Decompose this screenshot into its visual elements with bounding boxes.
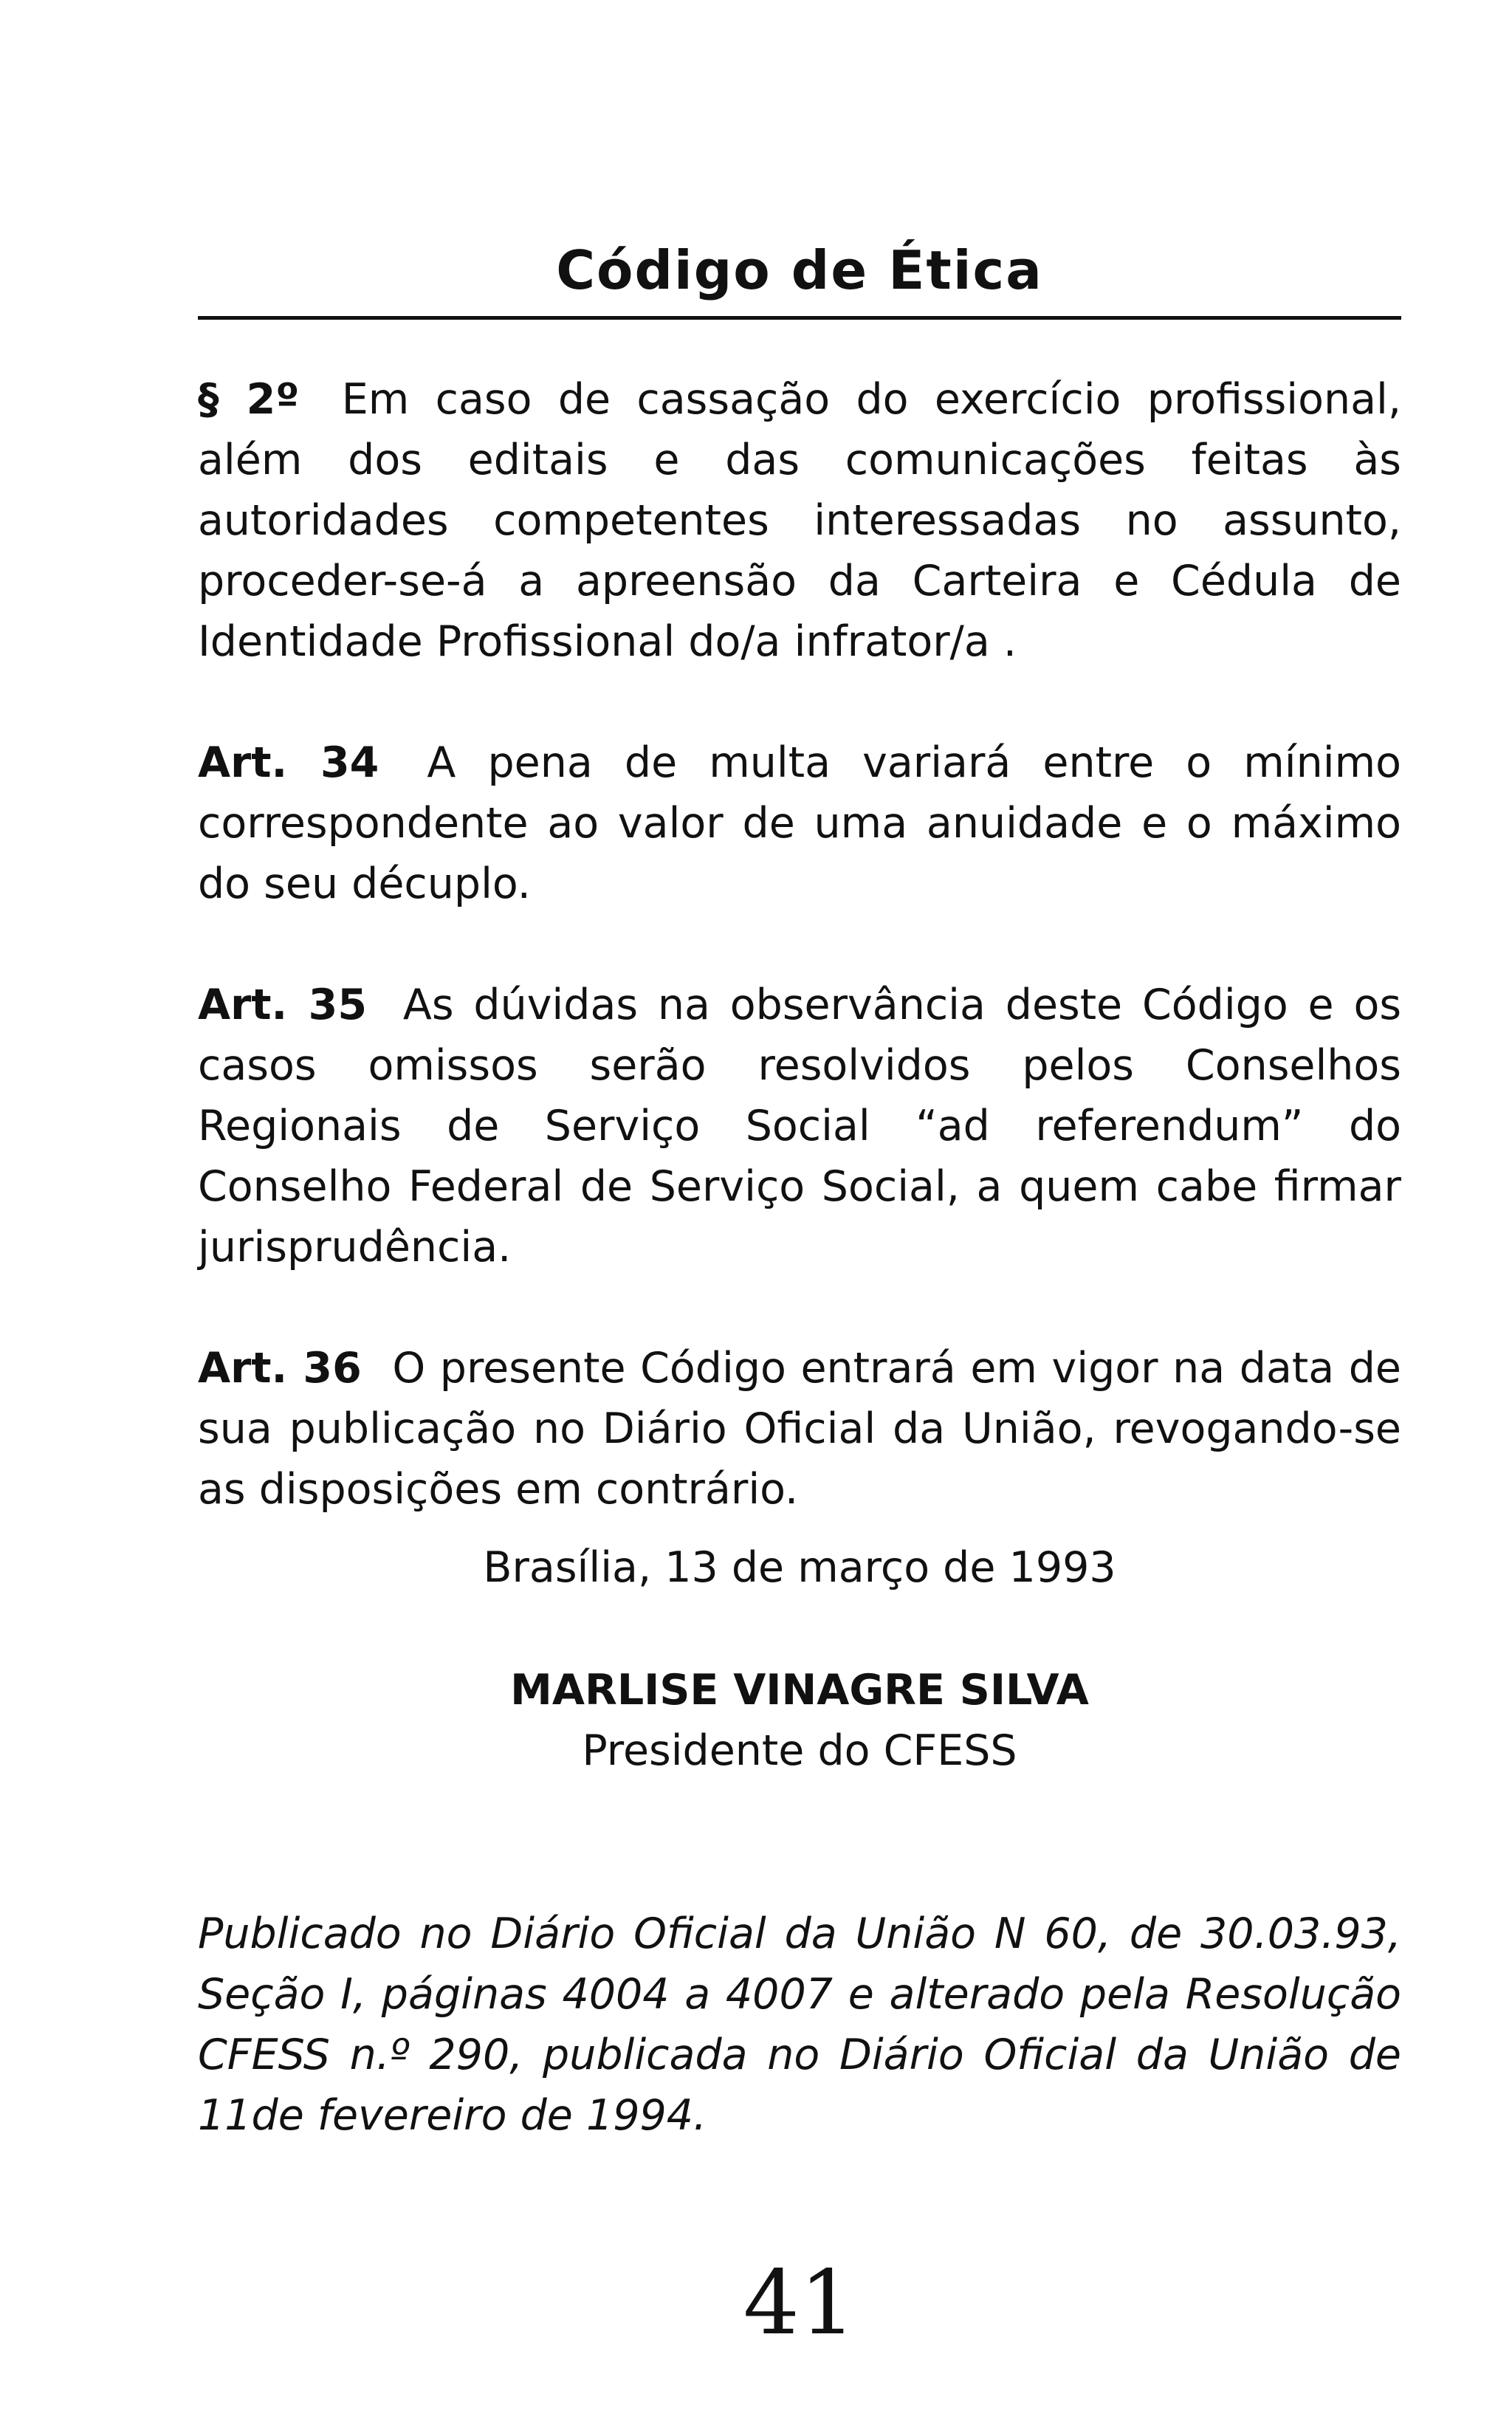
paragraph-lead: § 2º — [198, 375, 300, 424]
document-page — [198, 0, 1401, 2433]
signer-role: Presidente do CFESS — [582, 1726, 1017, 1775]
paragraph-text: As dúvidas na observância deste Código e os casos omissos serão resolvidos pelos Conselhos Regionais de Serviço Social “ad referendum” do Conselho Federal de Serviço Social, a quem cabe firmar jurisprudência. — [198, 981, 1402, 1272]
paragraph-art-36 — [198, 1338, 1401, 1520]
paragraph-lead: Art. 34 — [198, 738, 379, 787]
signer-name: MARLISE VINAGRE SILVA — [510, 1666, 1089, 1715]
paragraph-paragrafo-2 — [198, 369, 1401, 672]
paragraph-text: A pena de multa variará entre o mínimo correspondente ao valor de uma anuidade e o máximo do seu décuplo. — [198, 738, 1402, 908]
page-header — [198, 239, 1401, 301]
document-body — [198, 369, 1401, 1580]
page-number: 41 — [743, 2252, 856, 2355]
header-divider — [198, 316, 1401, 320]
page-title: Código de Ética — [556, 239, 1043, 301]
publication-note: Publicado no Diário Oficial da União N 60, de 30.03.93, Seção I, páginas 4004 a 4007 e alterado pela Resolução CFESS n.º 290, publicada no Diário Oficial da União de 11de fevereiro de 1994. — [198, 1909, 1401, 2140]
paragraph-art-34 — [198, 732, 1401, 914]
dateline: Brasília, 13 de março de 1993 — [483, 1543, 1116, 1592]
signature-block — [198, 1660, 1401, 1781]
paragraph-lead: Art. 36 — [198, 1344, 362, 1393]
paragraph-lead: Art. 35 — [198, 981, 368, 1029]
paragraph-art-35 — [198, 975, 1401, 1277]
paragraph-text: Em caso de cassação do exercício profissional, além dos editais e das comunicações feitas às autoridades competentes interessadas no assunto, proceder-se-á a apreensão da Carteira e Cédula de Identidade Profissional do/a infrator/a . — [198, 375, 1402, 666]
paragraph-text: O presente Código entrará em vigor na data de sua publicação no Diário Oficial da União, revogando-se as disposições em contrário. — [198, 1344, 1402, 1514]
